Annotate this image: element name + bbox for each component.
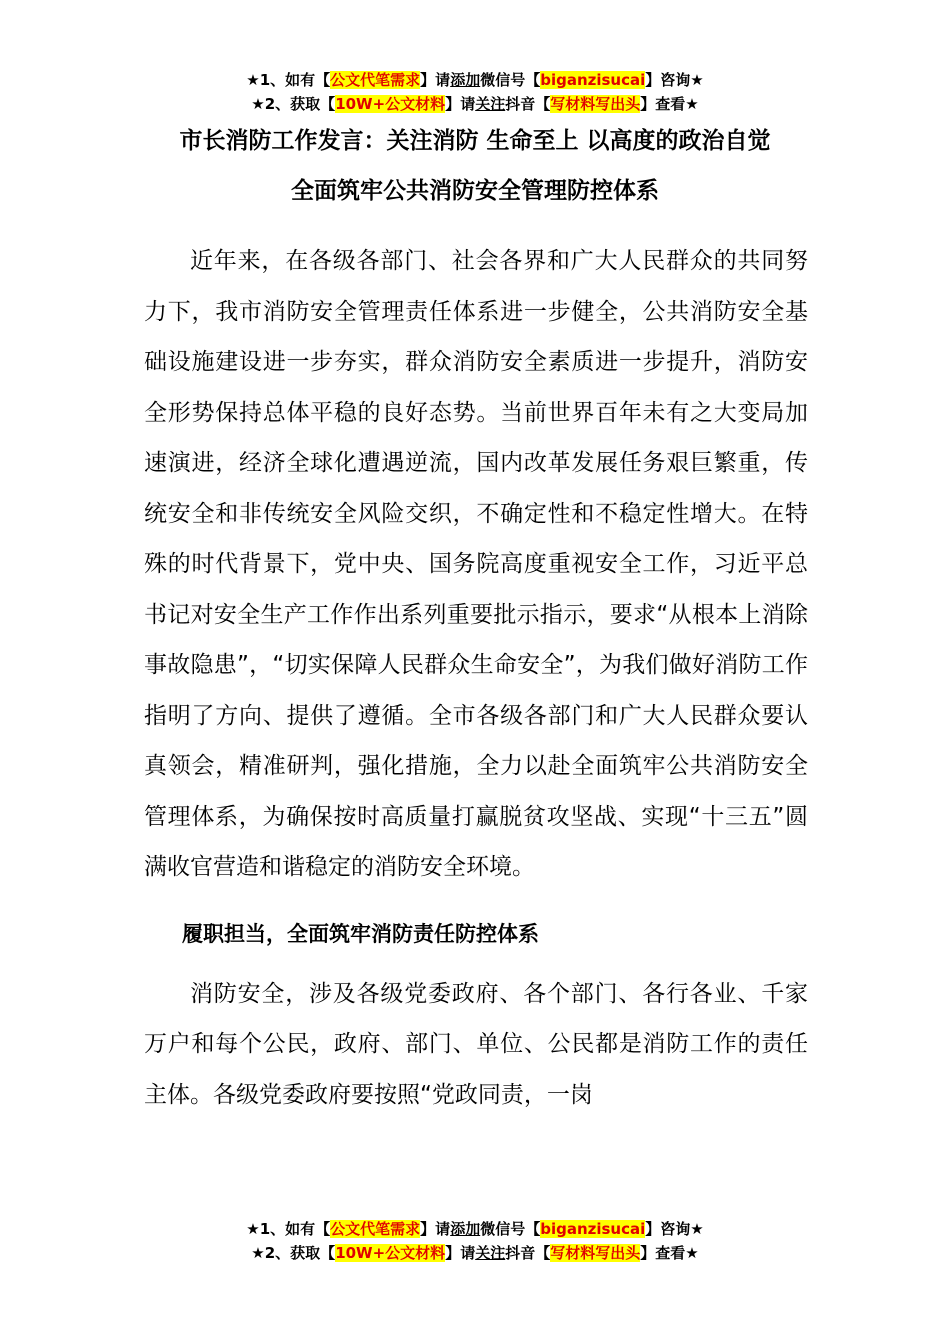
promo-highlight: biganzisucai [540,71,646,89]
promo-text: 】请 [420,1220,451,1238]
promo-text: 】咨询★ [645,71,704,89]
promo-text: 】咨询★ [645,1220,704,1238]
promo-text: 抖音【 [505,1244,551,1262]
promo-text: 抖音【 [505,95,551,113]
promo-highlight: 公文代笔需求 [330,1220,421,1238]
promo-line-1 [0,69,950,93]
promo-text: 微信号【 [480,71,541,89]
promo-text: 】请 [445,95,476,113]
promo-highlight: 10W+公文材料 [335,1244,446,1262]
promo-highlight: 10W+公文材料 [335,95,446,113]
document-title-line-1: 市长消防工作发言：关注消防 生命至上 以高度的政治自觉 [179,128,771,154]
document-title-line-2: 全面筑牢公共消防安全管理防控体系 [291,178,659,204]
promo-text: ★1、如有【 [246,71,331,89]
promo-underlined: 添加 [450,71,481,89]
promo-text: 】查看★ [640,1244,699,1262]
promo-underlined: 关注 [475,1244,506,1262]
document-body [144,236,808,1120]
promo-underlined: 添加 [450,1220,481,1238]
section-heading: 履职担当，全面筑牢消防责任防控体系 [182,921,539,946]
promo-line-2 [0,93,950,117]
promo-banner-bottom [0,1218,950,1266]
promo-highlight: 写材料写出头 [550,95,641,113]
promo-text: 】请 [420,71,451,89]
promo-line-1 [0,1218,950,1242]
promo-highlight: 写材料写出头 [550,1244,641,1262]
promo-line-2 [0,1242,950,1266]
promo-highlight: biganzisucai [540,1220,646,1238]
body-paragraph-2: 消防安全，涉及各级党委政府、各个部门、各行各业、千家万户和每个公民，政府、部门、单位、公民都是消防工作的责任主体。各级党委政府要按照“党政同责，一岗 [144,980,808,1108]
promo-text: ★1、如有【 [246,1220,331,1238]
promo-underlined: 关注 [475,95,506,113]
promo-text: 】请 [445,1244,476,1262]
body-paragraph-1: 近年来，在各级各部门、社会各界和广大人民群众的共同努力下，我市消防安全管理责任体系进一步健全，公共消防安全基础设施建设进一步夯实，群众消防安全素质进一步提升，消防安全形势保持总体平稳的良好态势。当前世界百年未有之大变局加速演进，经济全球化遭遇逆流，国内改革发展任务艰巨繁重，传统安全和非传统安全风险交织，不确定性和不稳定性增大。在特殊的时代背景下，党中央、国务院高度重视安全工作，习近平总书记对安全生产工作作出系列重要批示指示，要求“从根本上消除事故隐患”，“切实保障人民群众生命安全”，为我们做好消防工作指明了方向、提供了遵循。全市各级各部门和广大人民群众要认真领会，精准研判，强化措施，全力以赴全面筑牢公共消防安全管理体系，为确保按时高质量打赢脱贫攻坚战、实现“十三五”圆满收官营造和谐稳定的消防安全环境。 [144,248,808,880]
promo-banner-top [0,69,950,117]
promo-text: ★2、获取【 [251,1244,336,1262]
promo-text: 】查看★ [640,95,699,113]
promo-text: ★2、获取【 [251,95,336,113]
promo-text: 微信号【 [480,1220,541,1238]
promo-highlight: 公文代笔需求 [330,71,421,89]
